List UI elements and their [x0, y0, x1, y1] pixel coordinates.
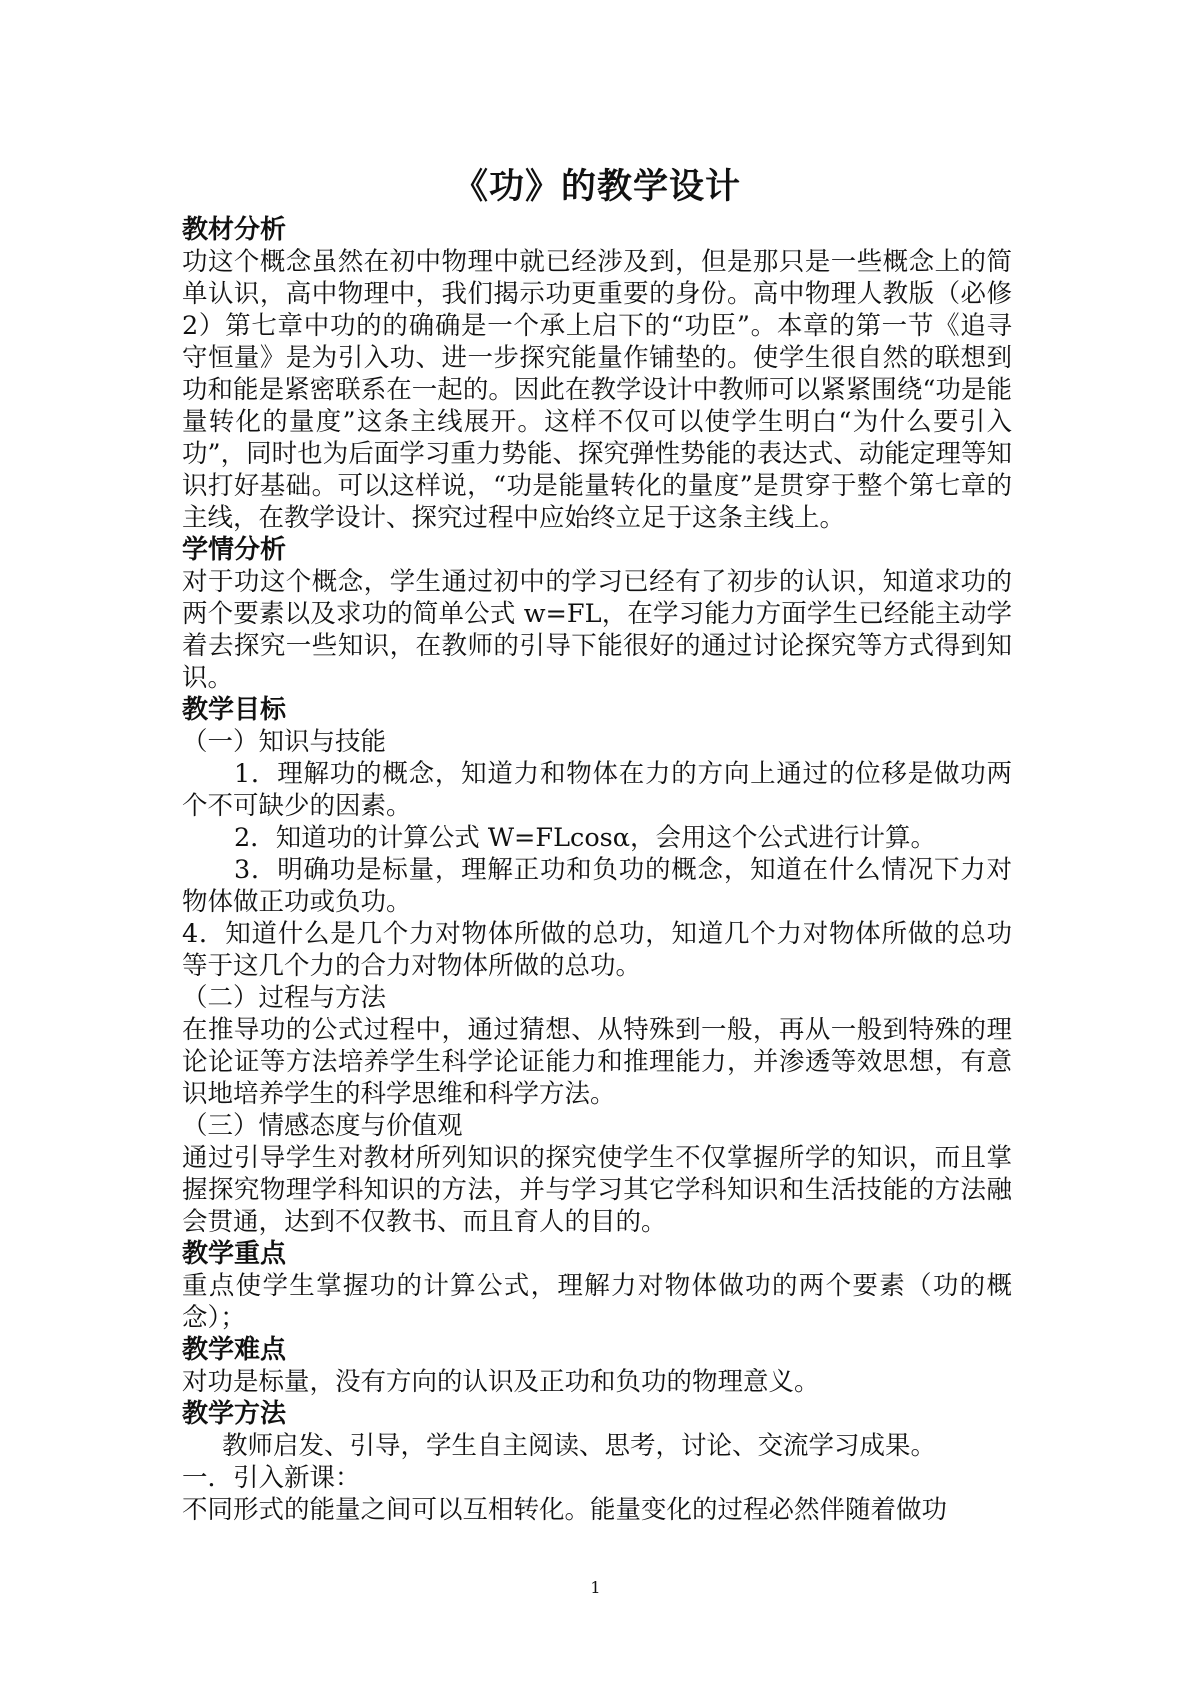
teaching-method-heading: 教学方法 — [182, 1399, 287, 1429]
key-points-heading: 教学重点 — [182, 1239, 287, 1269]
teaching-method-text: 教师启发、引导，学生自主阅读、思考，讨论、交流学习成果。 — [222, 1431, 937, 1461]
goal-knowledge-item-2: 2．知道功的计算公式 W=FLcosα，会用这个公式进行计算。 — [234, 823, 936, 853]
student-analysis-heading: 学情分析 — [182, 535, 287, 565]
difficulty-text: 对功是标量，没有方向的认识及正功和负功的物理意义。 — [182, 1367, 820, 1397]
teaching-goals-heading: 教学目标 — [182, 695, 287, 725]
intro-heading: 一．引入新课： — [182, 1463, 361, 1493]
document-body — [182, 160, 1012, 1526]
goal-attitude-heading: （三）情感态度与价值观 — [182, 1111, 463, 1141]
goal-knowledge-item-3: 3．明确功是标量，理解正功和负功的概念，知道在什么情况下力对物体做正功或负功。 — [182, 855, 1012, 917]
student-analysis-text: 对于功这个概念，学生通过初中的学习已经有了初步的认识，知道求功的两个要素以及求功的简单公式 w=FL，在学习能力方面学生已经能主动学着去探究一些知识，在教师的引导下能很好的通过讨论探究等方式得到知识。 — [182, 567, 1012, 693]
page-number: 1 — [590, 1578, 601, 1597]
material-analysis-text: 功这个概念虽然在初中物理中就已经涉及到，但是那只是一些概念上的简单认识，高中物理中，我们揭示功更重要的身份。高中物理人教版（必修2）第七章中功的的确确是一个承上启下的“功臣”。本章的第一节《追寻守恒量》是为引入功、进一步探究能量作铺垫的。使学生很自然的联想到功和能是紧密联系在一起的。因此在教学设计中教师可以紧紧围绕“功是能量转化的量度”这条主线展开。这样不仅可以使学生明白“为什么要引入功”，同时也为后面学习重力势能、探究弹性势能的表达式、动能定理等知识打好基础。可以这样说，“功是能量转化的量度”是贯穿于整个第七章的主线，在教学设计、探究过程中应始终立足于这条主线上。 — [182, 247, 1012, 533]
intro-text: 不同形式的能量之间可以互相转化。能量变化的过程必然伴随着做功 — [182, 1495, 948, 1525]
goal-attitude-text: 通过引导学生对教材所列知识的探究使学生不仅掌握所学的知识，而且掌握探究物理学科知识的方法，并与学习其它学科知识和生活技能的方法融会贯通，达到不仅教书、而且育人的目的。 — [182, 1143, 1012, 1237]
goal-process-text: 在推导功的公式过程中，通过猜想、从特殊到一般，再从一般到特殊的理论论证等方法培养学生科学论证能力和推理能力，并渗透等效思想，有意识地培养学生的科学思维和科学方法。 — [182, 1015, 1012, 1109]
goal-process-heading: （二）过程与方法 — [182, 983, 387, 1013]
key-points-text: 重点使学生掌握功的计算公式，理解力对物体做功的两个要素（功的概念）； — [182, 1271, 1012, 1333]
material-analysis-heading: 教材分析 — [182, 215, 287, 245]
goal-knowledge-heading: （一）知识与技能 — [182, 727, 387, 757]
goal-knowledge-item-4: 4．知道什么是几个力对物体所做的总功，知道几个力对物体所做的总功等于这几个力的合力对物体所做的总功。 — [182, 919, 1012, 981]
difficulty-heading: 教学难点 — [182, 1335, 287, 1365]
page-title: 《功》的教学设计 — [452, 166, 741, 207]
goal-knowledge-item-1: 1．理解功的概念，知道力和物体在力的方向上通过的位移是做功两个不可缺少的因素。 — [182, 759, 1012, 821]
